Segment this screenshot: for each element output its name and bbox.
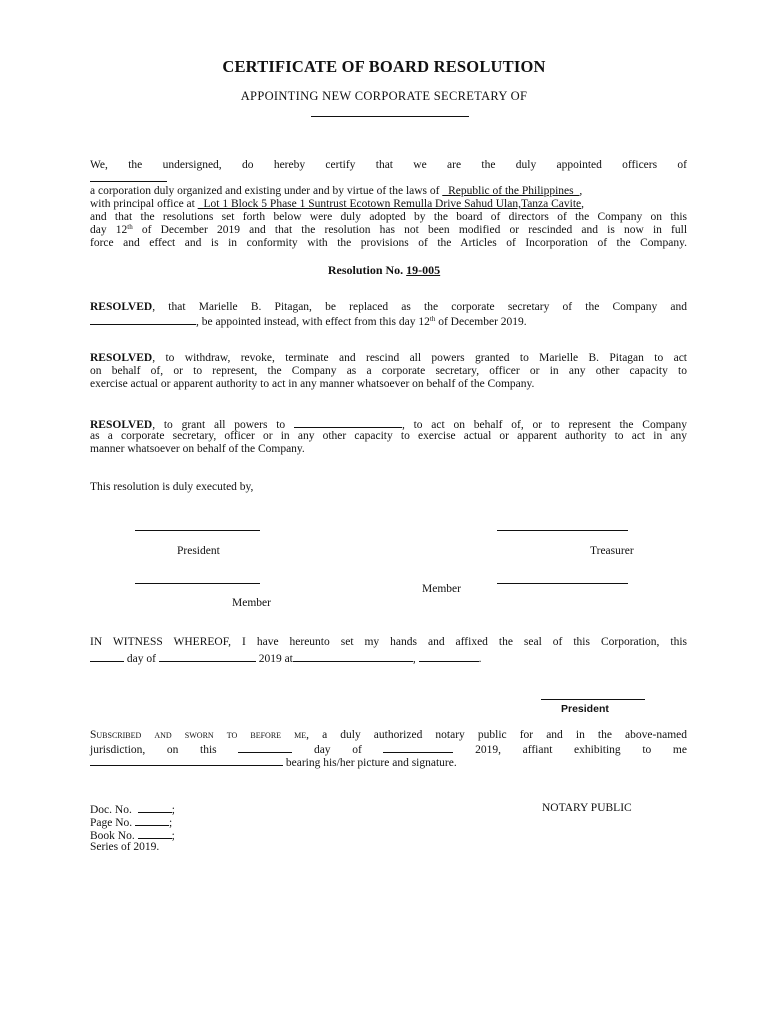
member-left-signature-line	[135, 583, 260, 584]
intro-line-1: We, the undersigned, do hereby certify that we are the duly appointed officers of	[90, 159, 687, 171]
page-no-row: Page No. ;	[90, 817, 173, 829]
president-signature-line	[135, 530, 260, 531]
document-subtitle: APPOINTING NEW CORPORATE SECRETARY OF	[240, 89, 528, 103]
intro-december-text: of December 2019 and that the resolution has not been modified or rescinded and is now in full	[141, 224, 688, 236]
intro-line-3: with principal office at _Lot 1 Block 5 Phase 1 Suntrust Ecotown Remulla Drive Sahud Ulan,Tanza Cavite,	[90, 198, 585, 210]
member-right-signature-line	[497, 583, 628, 584]
resolution-number-label: Resolution No.	[327, 263, 404, 277]
book-no-row: Book No. ;	[90, 830, 175, 842]
resolved-2-lead: RESOLVED	[90, 352, 153, 364]
subscribed-word-year: 2019,	[475, 744, 501, 756]
office-label: with principal office at	[90, 198, 195, 210]
subscribed-word-on: on	[166, 744, 179, 756]
subscribed-word-this: this	[200, 744, 217, 756]
subscribed-word-day: day	[313, 744, 331, 756]
witness-year-text: 2019 at	[258, 653, 293, 665]
company-name-blank	[311, 116, 469, 117]
intro-line-5: day 12th of December 2019 and that the resolution has not been modified or rescinded and is now in full	[90, 223, 688, 236]
executed-by-text: This resolution is duly executed by,	[90, 481, 254, 493]
resolved-3-line-3: manner whatsoever on behalf of the Company.	[90, 443, 305, 455]
series-row: Series of 2019.	[90, 841, 160, 853]
subscribed-line-1	[90, 729, 687, 742]
resolved-2-text: , to withdraw, revoke, terminate and rescind all powers granted to Marielle B. Pitagan to act	[152, 352, 687, 364]
resolved-2-line-3: exercise actual or apparent authority to act in any manner whatsoever on behalf of the Company.	[90, 378, 535, 390]
resolution-number	[0, 263, 768, 278]
intro-line-2: a corporation duly organized and existing under and by virtue of the laws of _Republic of the Philippines_,	[90, 185, 583, 197]
subscribed-word-me: me	[672, 744, 687, 756]
subscribed-word-exhibiting: exhibiting	[574, 744, 621, 756]
witness-day-text: day of	[126, 653, 156, 665]
subscribed-word-to: to	[642, 744, 652, 756]
notary-public-label: NOTARY PUBLIC	[542, 802, 632, 814]
witness-line-2: day of 2019 at , .	[90, 651, 687, 666]
president-label: President	[177, 545, 220, 557]
subscribed-text: , a duly authorized notary public for and in the above-named	[306, 729, 687, 741]
subscribed-word-affiant: affiant	[522, 744, 553, 756]
resolved-3-line-2: as a corporate secretary, officer or in any other capacity to exercise actual or apparent authority to act in any	[90, 430, 687, 442]
subscribed-word-of: of	[352, 744, 362, 756]
resolved-1-effect-text: , be appointed instead, with effect from this day 12	[196, 316, 430, 328]
resolved-1-date-text: of December 2019.	[438, 316, 527, 328]
intro-line-4: and that the resolutions set forth below were duly adopted by the board of directors of the Company on this	[90, 211, 687, 223]
subscribed-month-blank	[383, 742, 453, 753]
resolved-3-act-text: , to act on behalf of, or to represent the Company	[401, 419, 687, 431]
resolved-2-line-1	[90, 352, 687, 365]
treasurer-label: Treasurer	[590, 545, 634, 557]
president-final-label: President	[561, 703, 609, 715]
resolved-1-text: , that Marielle B. Pitagan, be replaced as the corporate secretary of the Company and	[152, 301, 687, 313]
resolved-1-line-2: , be appointed instead, with effect from this day 12th of December 2019.	[90, 314, 687, 329]
book-no-label: Book No.	[90, 830, 135, 842]
witness-line-1: IN WITNESS WHEREOF, I have hereunto set my hands and affixed the seal of this Corporation, this	[90, 636, 687, 648]
subscribed-picture-text: bearing his/her picture and signature.	[285, 757, 457, 769]
treasurer-signature-line	[497, 530, 628, 531]
member-center-label: Member	[422, 583, 461, 595]
new-secretary-blank	[90, 314, 196, 325]
country-value: _Republic of the Philippines_	[442, 185, 580, 197]
intro-line-6: force and effect and is in conformity with the provisions of the Articles of Incorporation of the Company.	[90, 237, 687, 249]
page-no-label: Page No.	[90, 817, 133, 829]
document-title: CERTIFICATE OF BOARD RESOLUTION	[222, 57, 546, 76]
intro-day-text: day 12	[90, 224, 128, 236]
witness-place-blank	[293, 651, 413, 662]
resolution-number-value: 19-005	[406, 263, 441, 277]
subscribed-word-jurisdiction: jurisdiction,	[90, 744, 146, 756]
member-left-label: Member	[232, 597, 271, 609]
doc-no-label: Doc. No.	[90, 804, 132, 816]
subscribed-line-3	[90, 755, 687, 770]
subscribed-lead: Subscribed and sworn to before me	[90, 729, 307, 741]
president-final-signature-line	[541, 699, 645, 700]
book-no-blank	[138, 828, 172, 839]
address-value: _Lot 1 Block 5 Phase 1 Suntrust Ecotown Remulla Drive Sahud Ulan,Tanza Cavite	[197, 198, 582, 210]
resolved-1-line-1	[90, 301, 687, 314]
witness-month-blank	[159, 651, 256, 662]
witness-city-blank	[419, 651, 479, 662]
witness-day-blank	[90, 651, 124, 662]
resolved-3-grant-text: , to grant all powers to	[152, 419, 286, 431]
witness-comma: ,	[412, 653, 416, 665]
resolved-3-lead: RESOLVED	[90, 419, 153, 431]
doc-no-row: Doc. No. ;	[90, 804, 175, 816]
page-no-blank	[135, 815, 169, 826]
doc-no-blank	[138, 802, 172, 813]
subscribed-day-blank	[238, 742, 292, 753]
grantee-blank	[294, 417, 402, 428]
company-blank-line	[90, 181, 167, 182]
intro-laws-text: a corporation duly organized and existing under and by virtue of the laws of	[90, 185, 440, 197]
resolved-1-lead: RESOLVED	[90, 301, 153, 313]
resolved-2-line-2: on behalf of, or to represent, the Company as a corporate secretary, officer or in any other capacity to	[90, 365, 687, 377]
affiant-id-blank	[90, 755, 283, 766]
